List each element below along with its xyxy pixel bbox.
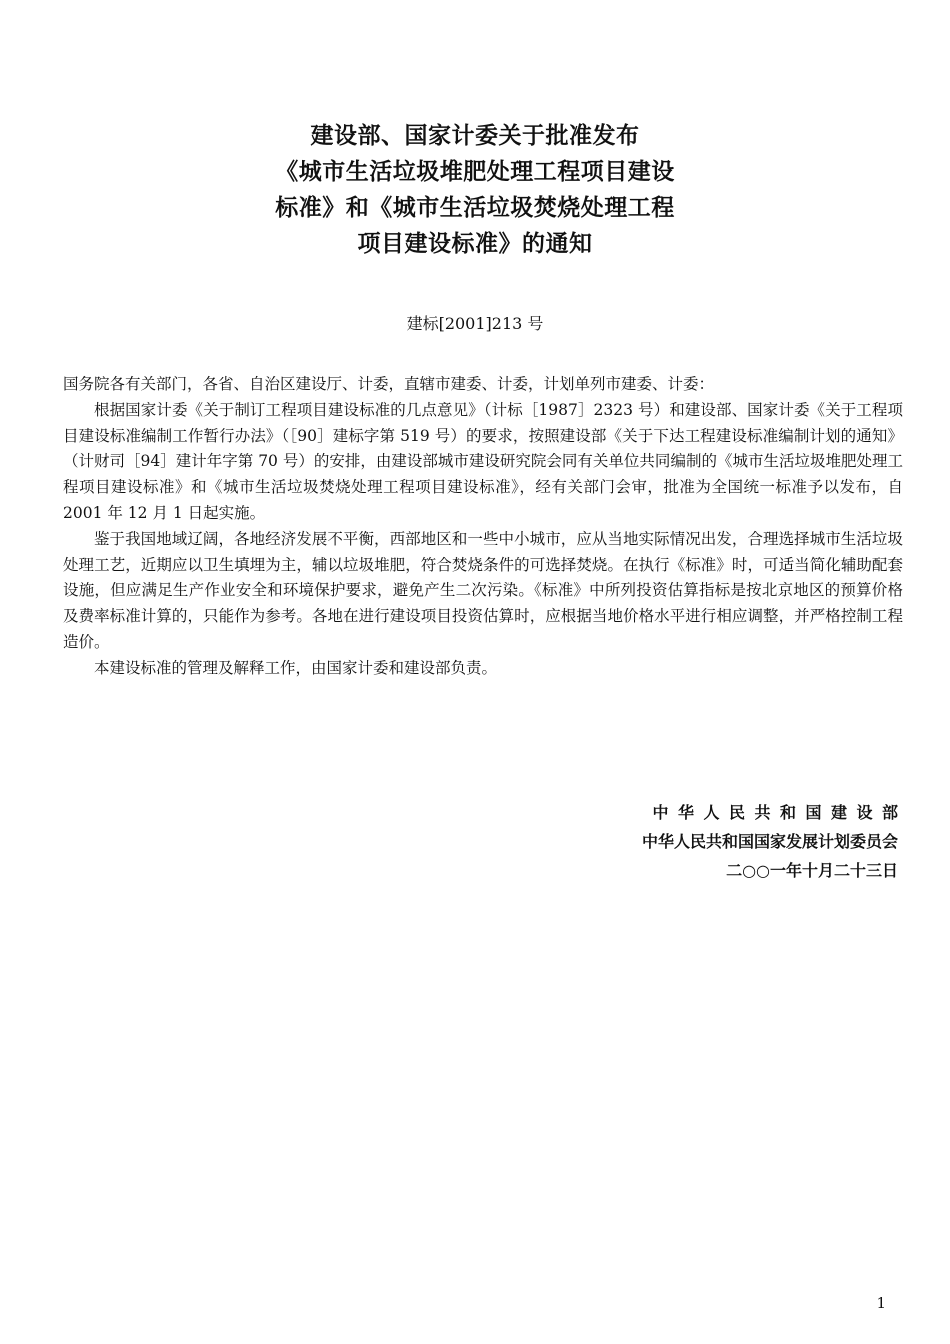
body-paragraph-3: 本建设标准的管理及解释工作，由国家计委和建设部负责。 <box>94 658 498 677</box>
title-line-2: 《城市生活垃圾堆肥处理工程项目建设 <box>275 159 675 185</box>
document-title <box>100 118 850 262</box>
document-number: 建标[2001]213 号 <box>406 314 544 333</box>
signature-org-commission: 中华人民共和国国家发展计划委员会 <box>641 832 898 851</box>
title-line-1: 建设部、国家计委关于批准发布 <box>310 123 640 149</box>
signature-block <box>538 798 908 885</box>
document-body <box>63 372 903 682</box>
page-number: 1 <box>876 1294 886 1312</box>
salutation: 国务院各有关部门，各省、自治区建设厅、计委，直辖市建委、计委，计划单列市建委、计委： <box>63 375 715 393</box>
signature-date: 二○○一年十月二十三日 <box>726 861 898 880</box>
title-line-3: 标准》和《城市生活垃圾焚烧处理工程 <box>275 195 675 221</box>
signature-org-ministry: 中华人民共和国建设部 <box>652 803 908 822</box>
body-paragraph-2: 鉴于我国地域辽阔，各地经济发展不平衡，西部地区和一些中小城市，应从当地实际情况出发，合理选择城市生活垃圾处理工艺，近期应以卫生填埋为主，辅以垃圾堆肥，符合焚烧条件的可选择焚烧。在执行《标准》时，可适当简化辅助配套设施，但应满足生产作业安全和环境保护要求，避免产生二次污染。《标准》中所列投资估算指标是按北京地区的预算价格及费率标准计算的，只能作为参考。各地在进行建设项目投资估算时，应根据当地价格水平进行相应调整，并严格控制工程造价。 <box>63 529 903 651</box>
title-line-4: 项目建设标准》的通知 <box>357 231 593 257</box>
body-paragraph-1: 根据国家计委《关于制订工程项目建设标准的几点意见》（计标［1987］2323 号）和建设部、国家计委《关于工程项目建设标准编制工作暂行办法》（［90］建标字第 519 号）的要求，按照建设部《关于下达工程建设标准编制计划的通知》（计财司［94］建计年字第 70 号）的安排，由建设部城市建设研究院会同有关单位共同编制的《城市生活垃圾堆肥处理工程项目建设标准》和《城市生活垃圾焚烧处理工程项目建设标准》，经有关部门会审，批准为全国统一标准予以发布，自 2001 年 12 月 1 日起实施。 <box>63 400 903 522</box>
